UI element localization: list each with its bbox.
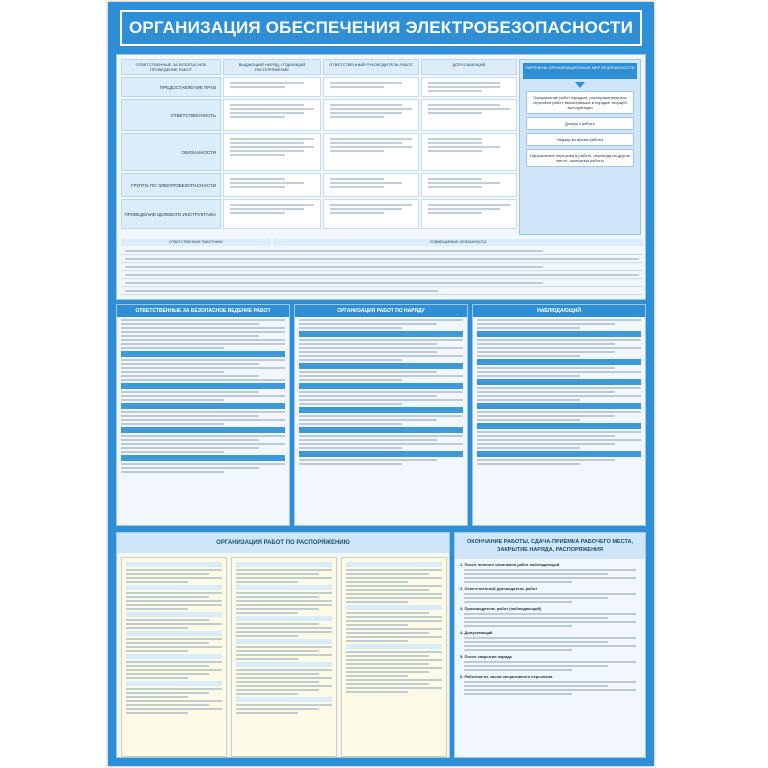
step-title: 4. Допускающий xyxy=(460,630,493,635)
subsection-bar xyxy=(477,379,641,385)
table-cell xyxy=(421,77,517,97)
table-cell xyxy=(323,133,419,171)
subsection-bar xyxy=(121,403,285,409)
poster-title: ОРГАНИЗАЦИЯ ОБЕСПЕЧЕНИЯ ЭЛЕКТРОБЕЗОПАСНОСТИ xyxy=(128,18,634,37)
subsection-bar xyxy=(121,383,285,389)
section-responsible xyxy=(116,304,290,526)
row-label-responsibility: ОТВЕТСТВЕННОСТЬ xyxy=(121,99,221,131)
section-title: ОТВЕТСТВЕННЫЕ ЗА БЕЗОПАСНОЕ ВЕДЕНИЕ РАБОТ xyxy=(117,305,289,317)
arrow-down-icon xyxy=(575,82,585,88)
step-title: 2. Ответственный руководитель работ xyxy=(460,586,538,591)
subsection-bar xyxy=(477,423,641,429)
safety-measures-title: ПЕРЕЧЕНЬ ОРГАНИЗАЦИОННЫХ МЕР БЕЗОПАСНОСТИ xyxy=(523,63,637,79)
subsection-bar xyxy=(121,351,285,357)
section-title: ОРГАНИЗАЦИЯ РАБОТ ПО НАРЯДУ xyxy=(295,305,467,317)
combined-duties-table xyxy=(121,239,643,297)
table-header-responsible: ОТВЕТСТВЕННЫЕ ЗА БЕЗОПАСНОЕ ПРОВЕДЕНИЕ РАБОТ xyxy=(121,59,221,75)
section-order-by-instruction xyxy=(116,532,450,758)
subsection-bar xyxy=(299,363,463,369)
table-header-admitter: ДОПУСКАЮЩИЙ xyxy=(421,59,517,75)
completion-step xyxy=(460,562,640,583)
table-cell xyxy=(323,173,419,197)
text-column xyxy=(121,557,227,757)
table-cell xyxy=(223,199,321,229)
completion-step xyxy=(460,654,640,671)
measure-item: Надзор во время работы xyxy=(526,133,634,146)
measure-item: Оформление работ нарядом, распоряжением или перечнем работ, выполняемых в порядке текущей эксплуатации xyxy=(526,91,634,114)
table-cell xyxy=(421,133,517,171)
poster-title-box xyxy=(120,10,642,46)
table-cell xyxy=(421,199,517,229)
step-title: 3. Производитель работ (наблюдающий) xyxy=(460,606,542,611)
completion-step xyxy=(460,674,640,695)
table-row xyxy=(121,256,643,263)
subsection-bar xyxy=(299,427,463,433)
row-label-group: ГРУППА ПО ЭЛЕКТРОБЕЗОПАСНОСТИ xyxy=(121,173,221,197)
completion-step xyxy=(460,586,640,603)
subsection-bar xyxy=(477,331,641,337)
text-column xyxy=(341,557,447,757)
subsection-bar xyxy=(299,383,463,389)
table-cell xyxy=(323,99,419,131)
table-row xyxy=(121,264,643,271)
row-label-duties: ОБЯЗАННОСТИ xyxy=(121,133,221,171)
responsibilities-table xyxy=(116,54,646,300)
row-label-briefing: ПРОВЕДЕНИЕ ЦЕЛЕВОГО ИНСТРУКТАЖА xyxy=(121,199,221,229)
combined-header-workers: ОТВЕТСТВЕННЫЕ РАБОТНИКИ xyxy=(121,239,271,246)
table-header-issuer: ВЫДАЮЩИЙ НАРЯД, ОТДАЮЩИЙ РАСПОРЯЖЕНИЕ xyxy=(223,59,321,75)
subsection-bar xyxy=(121,455,285,461)
table-row xyxy=(121,280,643,287)
subsection-bar xyxy=(477,403,641,409)
safety-measures-panel xyxy=(519,59,641,235)
completion-step xyxy=(460,630,640,651)
section-title: НАБЛЮДАЮЩИЙ xyxy=(473,305,645,317)
table-cell xyxy=(223,77,321,97)
section-work-order xyxy=(294,304,468,526)
table-cell xyxy=(323,199,419,229)
table-row xyxy=(121,248,643,255)
subsection-bar xyxy=(477,451,641,457)
table-cell xyxy=(223,173,321,197)
table-cell xyxy=(223,99,321,131)
section-observer xyxy=(472,304,646,526)
subsection-bar xyxy=(121,427,285,433)
step-title: 5. После закрытия наряда xyxy=(460,654,512,659)
completion-step xyxy=(460,606,640,627)
table-row xyxy=(121,288,643,295)
instruction-columns xyxy=(117,555,450,758)
measure-item: Допуск к работе xyxy=(526,117,634,130)
safety-poster xyxy=(108,2,654,766)
section-completion xyxy=(454,532,646,758)
table-cell xyxy=(323,77,419,97)
table-cell xyxy=(421,99,517,131)
subsection-bar xyxy=(299,407,463,413)
measure-item: Оформление перерыва в работе, перевода на другое место, окончания работы xyxy=(526,149,634,167)
table-header-supervisor: ОТВЕТСТВЕННЫЙ РУКОВОДИТЕЛЬ РАБОТ xyxy=(323,59,419,75)
row-label-rights: ПРЕДОСТАВЛЕНИЕ ПРАВ xyxy=(121,77,221,97)
combined-header-duties: СОВМЕЩАЕМЫЕ ОБЯЗАННОСТИ xyxy=(273,239,643,246)
section-title: ОКОНЧАНИЕ РАБОТЫ, СДАЧА-ПРИЕМКА РАБОЧЕГО МЕСТА, ЗАКРЫТИЕ НАРЯДА, РАСПОРЯЖЕНИЯ xyxy=(455,533,645,559)
subsection-bar xyxy=(299,331,463,337)
table-cell xyxy=(421,173,517,197)
subsection-bar xyxy=(299,451,463,457)
step-title: 1. После полного окончания работ наблюдающий xyxy=(460,562,560,567)
text-column xyxy=(231,557,337,757)
section-title: ОРГАНИЗАЦИЯ РАБОТ ПО РАСПОРЯЖЕНИЮ xyxy=(117,533,449,553)
step-title: 6. Работник из числа оперативного персонала xyxy=(460,674,553,679)
table-row xyxy=(121,272,643,279)
subsection-bar xyxy=(477,359,641,365)
table-cell xyxy=(223,133,321,171)
